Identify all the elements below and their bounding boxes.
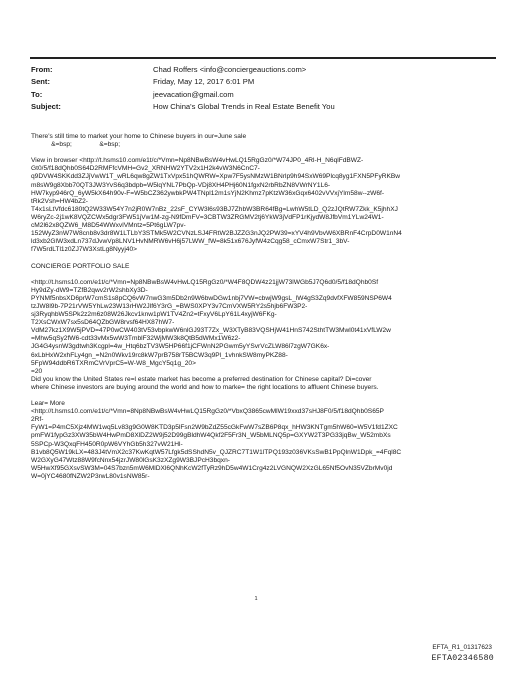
from-value: Chad Roffers <info@conciergeauctions.com> [153, 65, 307, 74]
body-line: VdM27kz1X9W5jPVD=47P0wCW403tV53vbpkwW6nlGJ93T7Zx_W3XTyB83VQSHjW41HnS742SthtTW3Mwl0t41xVfLW2w [31, 327, 391, 335]
body-line: There's still time to market your home to Chinese buyers in our=June sale [31, 133, 247, 140]
body-line: pmFW1fypGz3XW35bW4HwPmD8XlDZ2W9j52D99gBldhW4Qkf2F5Fr3N_W5bMLNQ5p=GXYW2T3PG33jqBw_W52mbXs [31, 432, 391, 440]
bates-stamp-large: EFTA02346580 [431, 654, 494, 663]
body-line [31, 271, 501, 279]
body-line: HW7kyp946rQ_6yW5kX64h90v-F=W5bCZ362ywbkPW4TNpl12m1sYjN2Khmz7pKtzW36xGqx6402vVVxjYlm58w--zW6f- [31, 189, 385, 197]
to-value: jeevacation@gmail.com [153, 89, 234, 99]
body-line: where Chinese investors are buying around the world and how to marke= the right locations to affluent Chinese buyers. [31, 383, 379, 391]
page-number: 1 [254, 596, 258, 602]
body-line: W2GXyG47Wtz88W9fcNnx54jzrJW80lGsK3zXZg9W3BJPcH3bqxn- [31, 456, 230, 464]
sent-value: Friday, May 12, 2017 6:01 PM [153, 77, 255, 87]
body-line [31, 392, 501, 400]
body-line: View in browser <http://t.hsms10.com/e1t/c/*Vmn=Np8NBwBsW4vHwLQ15RgGz0/*W74JP0_4Rl-H_N6qlFdBWZ- [31, 157, 364, 165]
body-line: <http://t.hsms10.com/e1t/c/*Vmn=Np8NBwBsW4vHwLQ15RgGz0/*W4F8QDW4z21jjW73lWGb5J7Q6d0/5/f18dQhb0Sf [31, 278, 379, 286]
body-line: T2XsCWxW7sx5sD64QZbGW8rvsf64HX87hW7- [31, 319, 175, 327]
body-line: cM2l62x8QZW6_M8D54WWxvlVMntz=5Pt6gLW7pv- [31, 222, 186, 230]
body-line: Lear= More [31, 400, 65, 408]
body-line: B1vb8Q5W19kLX=483J4tVmX2c37KwKqtW57Lfgk5dSShdN5v_QJZRC7T1W1lTPQ193z036VKsSwB1PpQlnW1Dpk_=4Fql8C [31, 448, 402, 456]
body-line: 5FpW94ddbR6TXRmCVrVprC5=W-W8_MgcY5q1g_20> [31, 359, 196, 367]
body-line: Gt0/5/f18dQhb0S64D2RMFfcVMH=Gv2_XRNHW2YTV2x1H2k4vW3N6CnC7- [31, 165, 260, 173]
body-line: Did you know the United States re=l estate market has become a preferred destination for Chinese capital? Di=cover [31, 375, 372, 383]
body-line: 6xLbHxW2xhFLy4gn_=N2n0Wkv19rc8kW7prB758rT5BCW3q9Pl_1vhnkSW8myPKZ88- [31, 351, 288, 359]
body-line: Hy9dZy-dW9=TZfB2qwv2rW2shbXy3D- [31, 286, 148, 294]
bates-stamp-small: EFTA_R1_01317623 [432, 644, 492, 651]
body-line [31, 254, 501, 262]
body-line: q9DVW4SKKdd3ZJjVwW1T_wRL6qw8gZW1TxVpx51hQWRW=Xpw7F5ysNMzW1BNrlp9h94SxW69Plcq8yg1FXN5PFyRKBw [31, 173, 401, 181]
subject-row [31, 101, 501, 113]
email-header [31, 64, 501, 113]
body-line: W5HwXf95GXsvSW3M=04S7bzn5mW6MlDXl6QNhKcW2fTyRz9hD5w4W1Crg4z2LVGNQW2XzGL65Nf5OvN35VZbrMv0jd [31, 464, 393, 472]
body-line: =Mhw5qSy2fW6-cdt33vMx5wW3TmblF32WjMW3k8QtB5dWMx1W6z2- [31, 335, 241, 343]
subject-label: Subject: [31, 101, 61, 111]
body-line: =20 [31, 367, 43, 375]
to-row [31, 89, 501, 101]
sent-label: Sent: [31, 77, 50, 87]
body-line: 2Rf- [31, 416, 44, 424]
body-line: W6ryZc-2j1wK8VQZCWx5dgr3FW51jVw1M-zg-N9fDmFV=3CBTW3ZRGMV2tj6YkW3jVdFP1rKjydW8JfbVm1YLw24W1- [31, 213, 384, 221]
sent-row [31, 76, 501, 88]
from-row [31, 64, 501, 76]
body-line: ld3xb2GlW3xdLn737dJvwVp8LNV1HvNMRW6vH6j57LWW_fW=8k51x676JyfW4zCqg58_cCmxW7Str1_3bV- [31, 238, 350, 246]
body-line: CONCIERGE PORTFOLIO SALE [31, 262, 130, 270]
body-line: tRk2Vsh=HW4bZ2- [31, 197, 88, 205]
header-divider [30, 57, 496, 59]
email-body [31, 133, 501, 481]
body-line: sj3RyqhbW5SPk2z2m6z08W26Jkcv1knw1pW1TV4Zn2=tFxyV6LpY61L4xyjW6FKg- [31, 311, 277, 319]
body-line: tzJW8l9b-7P21rVW5YhLw23W13rHW2Jlf6Y3rG_=BWS0XPY3v7CmVXW5RY2s5hjb6FW3P2- [31, 302, 308, 310]
body-line: JG4G4ysnW3gdtwh3Kcgpl=4w_Htq6bzTV3W5HP66f1jCFWnN2PGwm5yYSvrVcZLW86l7zgW7GK6x- [31, 343, 330, 351]
body-line: m8sW9g8Xbb70QT3JW3YvS6q3bdpb=W5lqYNL7PbQp-VDj8XH4PHj60N1fgxN2rbRbZN8VWrNY1L6- [31, 181, 331, 189]
subject-value: How China's Global Trends in Real Estate Benefit You [153, 101, 335, 111]
body-line: W=0jYC4680fNZW2P3rwL80v1sNW85r- [31, 472, 150, 480]
body-line: PYNMf5nbsXD6prW7cmS1s8pCQ6vW7nwG3m5Db2n9W6bwDGw1nbj7VW=cbwjW9gsL_lW4gS3Zq9dvfXFW859NSP6W4 [31, 294, 392, 302]
body-line: FyW1=P4mC5Xjz4MW1wq5Lv83g9G0W8KTD3p5lFsn2W9bZdZ55cGkFwW7sZB6P8qx_hHW3KNTgm5hW60=W5V1fd1ZXC [31, 424, 398, 432]
body-line [31, 149, 501, 157]
to-label: To: [31, 89, 43, 99]
body-line: &=bsp; &=bsp; [31, 141, 121, 149]
body-line: T4x1sLtVfdc6180tQ2W33W54Y7n2jR0W7nBz_22sF_CYW3l6s93BJ7ZhbW3BR64fBg=LwhW5tLD_Q2zJQtRW7Zkk_K5jhhXJ [31, 205, 398, 213]
body-line: f7W5rdLTl1z0ZJ7W3XstLg8Nyyj40> [31, 246, 137, 254]
from-label: From: [31, 65, 53, 74]
body-line: 5SPCp-W3QxqFH450R0pW6VYhGb5h327vW21Hl- [31, 440, 183, 448]
body-line: 152WyZ3nW7W8cnb8v3dr8W1LTLbY3STMk5W2CVNzLSJ4FRtW2BJZZG3nJQ2PW39=xYV4h9VbvW6XBRnF4CrpD0W1nN4 [31, 230, 402, 238]
body-line: <http://t.hsms10.com/e1t/c/*Vmn=8Np8NBwBsW4vHwLQ15RgGz0/*VbxQ3865cwMlW19xxd37sHJ8F0/5/f18dQhb0S65P [31, 408, 384, 416]
